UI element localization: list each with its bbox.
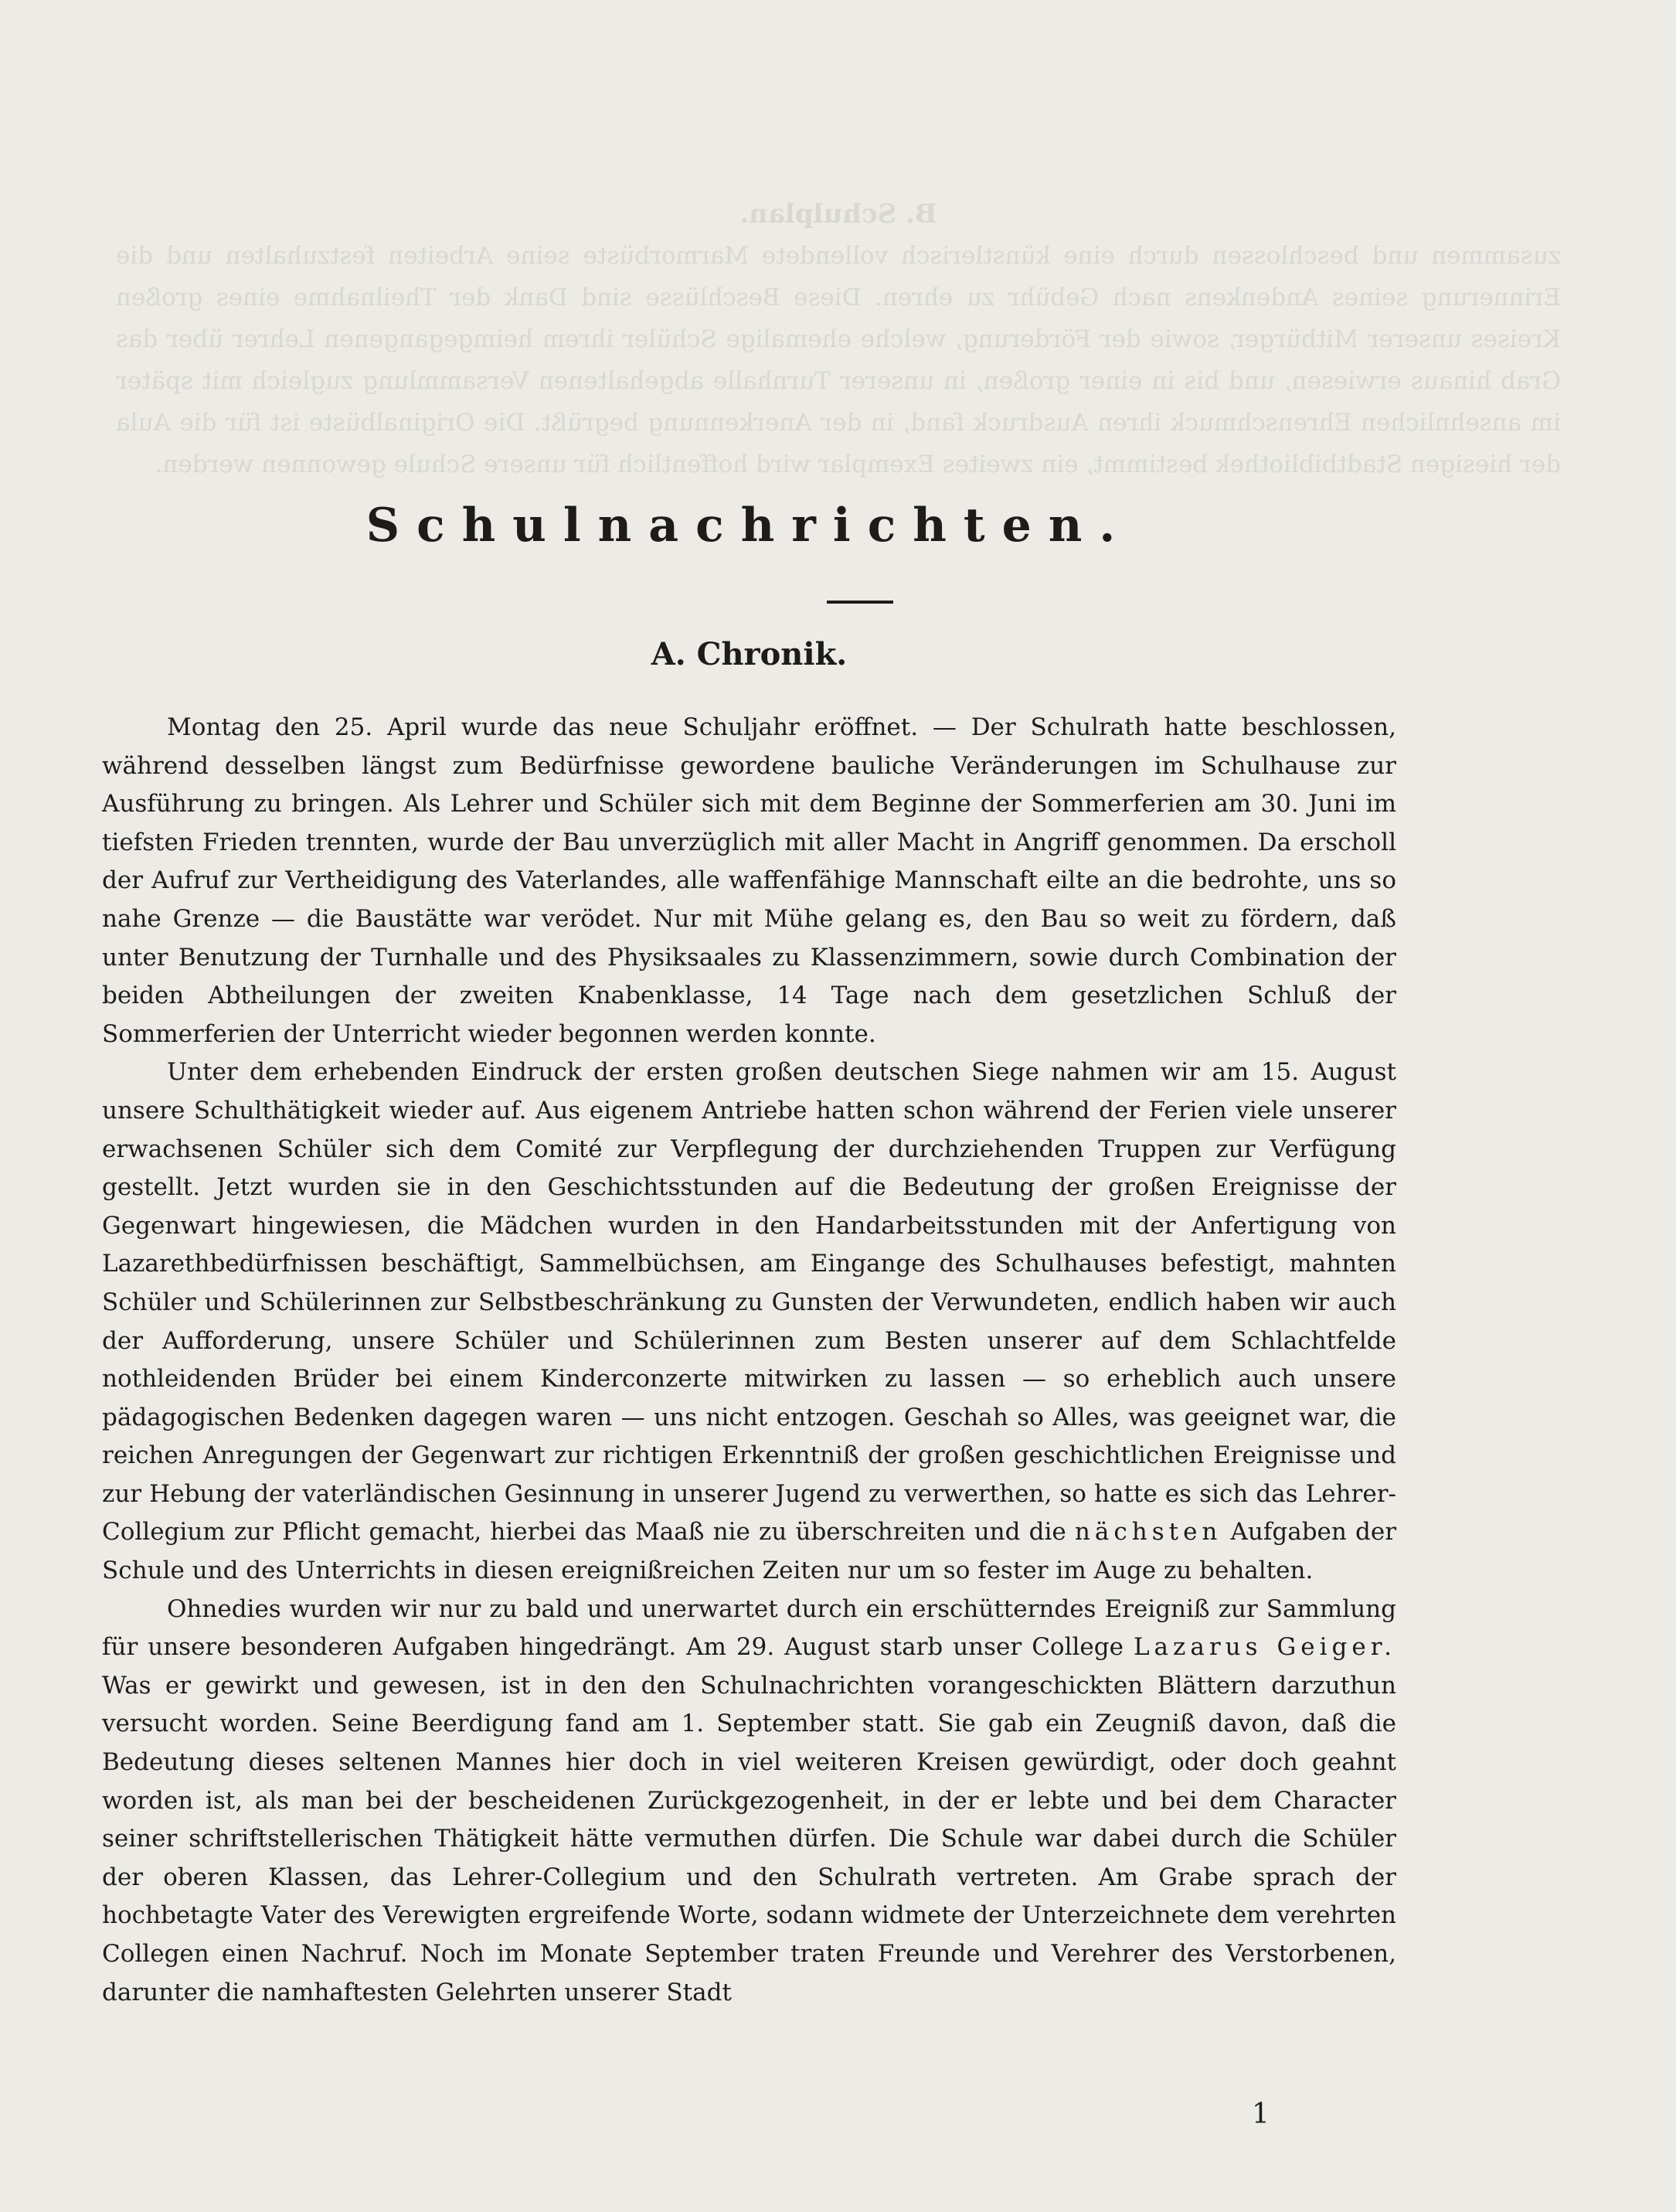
paragraph-2-text-before: Unter dem erhebenden Eindruck der ersten großen deutschen Siege nahmen wir am 15. August unsere Schulthätigkeit wieder auf. Aus eigenem Antriebe hatten schon während der Ferien viele unserer erwachsenen Schüler sich dem Comité zur Verpflegung der durchziehenden Truppen zur Verfügung gestellt. Jetzt wurden sie in den Geschichtsstunden auf die Bedeutung der großen Ereignisse der Gegenwart hingewiesen, die Mädchen wurden in den Handarbeitsstunden mit der Anfertigung von Lazarethbedürfnissen beschäftigt, Sammelbüchsen, am Eingange des Schulhauses befestigt, mahnten Schüler und Schülerinnen zur Selbstbeschränkung zu Gunsten der Verwundeten, endlich haben wir auch der Aufforderung, unsere Schüler und Schülerinnen zum Besten unserer auf dem Schlachtfelde nothleidenden Brüder bei einem Kinderconzerte mitwirken zu lassen — so erheblich auch unsere pädagogischen Bedenken dagegen waren — uns nicht entzogen. Geschah so Alles, was geeignet war, die reichen Anregungen der Gegenwart zur richtigen Erkenntniß der großen geschichtlichen Ereignisse und zur Hebung der vaterländischen Gesinnung in unserer Jugend zu verwerthen, so hatte es sich das Lehrer-Collegium zur Pflicht gemacht, hierbei das Maaß nie zu überschreiten und die	[102, 1058, 1396, 1547]
paragraph-2-emphasis: nächsten	[1074, 1518, 1222, 1547]
paragraph-2	[102, 1053, 1396, 1590]
body-text	[102, 709, 1396, 2012]
paragraph-3-text-after: Was er gewirkt und gewesen, ist in den den Schulnachrichten vorangeschickten Blättern darzuthun versucht worden. Seine Beerdigung fand am 1. September statt. Sie gab ein Zeugniß davon, daß die Bedeutung dieses seltenen Mannes hier doch in viel weiteren Kreisen gewürdigt, oder doch geahnt worden ist, als man bei der bescheidenen Zurückgezogenheit, in der er lebte und bei dem Character seiner schriftstellerischen Thätigkeit hätte vermuthen dürfen. Die Schule war dabei durch die Schüler der oberen Klassen, das Lehrer-Collegium und den Schulrath vertreten. Am Grabe sprach der hochbetagte Vater des Verewigten ergreifende Worte, sodann widmete der Unterzeichnete dem verehrten Collegen einen Nachruf. Noch im Monate September traten Freunde und Verehrer des Verstorbenen, darunter die namhaftesten Gelehrten unserer Stadt	[102, 1671, 1396, 2006]
page-number: 1	[1252, 2098, 1270, 2130]
paragraph-1	[102, 709, 1396, 1053]
title-underline	[827, 601, 893, 604]
paragraph-3-emphasis: Lazarus Geiger.	[1133, 1633, 1396, 1662]
page-title: Schulnachrichten.	[365, 499, 1133, 553]
paragraph-2-text-after: Aufgaben der Schule und des Unterrichts in diesen ereignißreichen Zeiten nur um so fester im Auge zu behalten.	[102, 1518, 1397, 1585]
paragraph-3-text-before: Ohnedies wurden wir nur zu bald und unerwartet durch ein erschütterndes Ereigniß zur Sammlung für unsere besonderen Aufgaben hingedrängt. Am 29. August starb unser College	[102, 1594, 1396, 1662]
paragraph-1-text: Montag den 25. April wurde das neue Schuljahr eröffnet. — Der Schulrath hatte beschlossen, während desselben längst zum Bedürfnisse gewordene bauliche Veränderungen im Schulhause zur Ausführung zu bringen. Als Lehrer und Schüler sich mit dem Beginne der Sommerferien am 30. Juni im tiefsten Frieden trennten, wurde der Bau unverzüglich mit aller Macht in Angriff genommen. Da erscholl der Aufruf zur Vertheidigung des Vaterlandes, alle waffenfähige Mannschaft eilte an die bedrohte, uns so nahe Grenze — die Baustätte war verödet. Nur mit Mühe gelang es, den Bau so weit zu fördern, daß unter Benutzung der Turnhalle und des Physiksaales zu Klassenzimmern, sowie durch Combination der beiden Abtheilungen der zweiten Knabenklasse, 14 Tage nach dem gesetzlichen Schluß der Sommerferien der Unterricht wieder begonnen werden konnte.	[102, 713, 1396, 1048]
bleed-through-text: B. Schulplan. zusammen und beschlossen durch eine künstlerisch vollendete Marmorbüste seine Arbeiten festzuhalten und die Erinnerung seines Andenkens nach Gebühr zu ehren. Diese Beschlüsse sind Dank der Theilnahme eines großen Kreises unserer Mitbürger, sowie der Förderung, welche ehemalige Schüler ihrem heimgegangenen Lehrer über das Grab hinaus erwiesen, und bis in einer großen, in unserer Turnhalle abgehaltenen Versammlung zugleich mit später im ansehnlichen Ehrenschmuck ihren Ausdruck fand, in der Anerkennung begrüßt. Die Originalbüste ist für die Aula der hiesigen Stadtbibliothek bestimmt, ein zweites Exemplar wird hoffentlich für unsere Schule gewonnen werden.	[116, 199, 1561, 478]
section-heading: A. Chronik.	[651, 636, 848, 672]
paragraph-3	[102, 1591, 1396, 2013]
